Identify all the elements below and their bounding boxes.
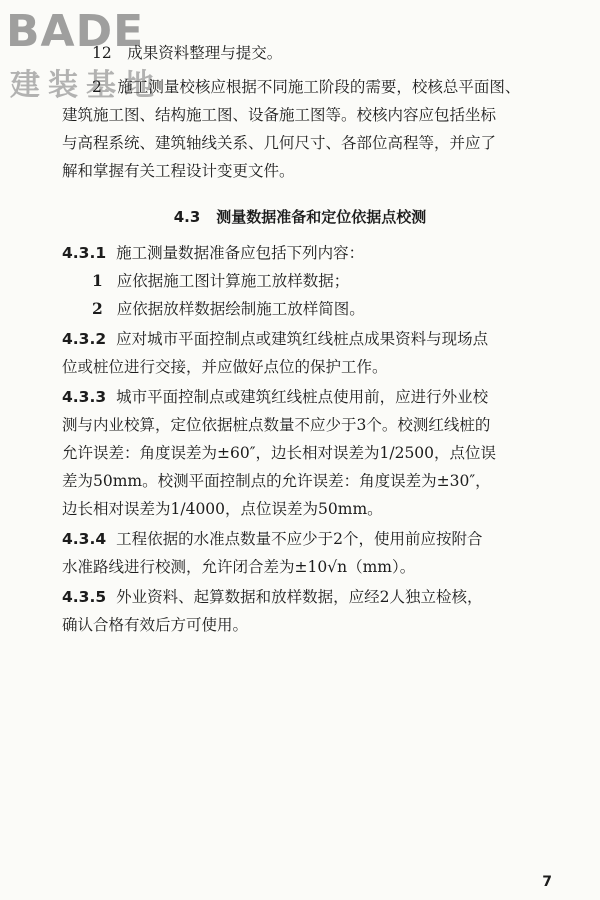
item-2-line-2: 建筑施工图、结构施工图、设备施工图等。校核内容应包括坐标 — [62, 106, 497, 124]
watermark-subtitle: 建装基地 — [10, 68, 162, 103]
item-2-line-1: 2 施工测量校核应根据不同施工阶段的需要，校核总平面图、 — [92, 78, 521, 96]
clause-4-3-3-line-1 — [62, 384, 562, 410]
clause-text: 施工测量数据准备应包括下列内容： — [116, 244, 365, 262]
clause-4-3-5-line-1 — [62, 584, 562, 610]
clause-4-3-1-item-2 — [92, 296, 592, 322]
clause-4-3-3-line-5: 边长相对误差为1/4000，点位误差为50mm。 — [62, 500, 383, 518]
clause-text: 应对城市平面控制点或建筑红线桩点成果资料与现场点 — [116, 330, 489, 348]
item-12: 12 成果资料整理与提交。 — [92, 44, 283, 62]
clause-text: 城市平面控制点或建筑红线桩点使用前，应进行外业校 — [116, 388, 489, 406]
clause-4-3-3-line-3: 允许误差：角度误差为±60″，边长相对误差为1/2500，点位误 — [62, 444, 497, 462]
clause-number: 4.3.3 — [62, 388, 107, 406]
watermark-brand: BADE — [6, 6, 145, 57]
clause-number: 4.3.2 — [62, 330, 107, 348]
clause-number: 4.3.4 — [62, 530, 107, 548]
section-heading — [0, 206, 600, 227]
clause-4-3-1 — [62, 240, 562, 266]
section-title: 测量数据准备和定位依据点校测 — [216, 208, 427, 226]
item-2-line-4: 解和掌握有关工程设计变更文件。 — [62, 162, 295, 180]
clause-4-3-2-line-2: 位或桩位进行交接，并应做好点位的保护工作。 — [62, 358, 388, 376]
page-number: 7 — [542, 874, 552, 890]
clause-text: 工程依据的水准点数量不应少于2个，使用前应按附合 — [116, 530, 483, 548]
clause-4-3-4-line-1 — [62, 526, 562, 552]
clause-number: 4.3.1 — [62, 244, 107, 262]
item-2-line-3: 与高程系统、建筑轴线关系、几何尺寸、各部位高程等，并应了 — [62, 134, 497, 152]
clause-4-3-4-line-2: 水准路线进行校测，允许闭合差为±10√n（mm）。 — [62, 558, 416, 576]
item-text: 应依据放样数据绘制施工放样简图。 — [116, 300, 365, 318]
item-number: 2 — [92, 299, 103, 318]
clause-number: 4.3.5 — [62, 588, 107, 606]
clause-4-3-1-item-1 — [92, 268, 592, 294]
clause-text: 外业资料、起算数据和放样数据，应经2人独立检核， — [116, 588, 483, 606]
clause-4-3-3-line-4: 差为50mm。校测平面控制点的允许误差：角度误差为±30″， — [62, 472, 491, 490]
clause-4-3-2-line-1 — [62, 326, 562, 352]
item-number: 1 — [92, 271, 103, 290]
item-text: 应依据施工图计算施工放样数据； — [116, 272, 350, 290]
clause-4-3-5-line-2: 确认合格有效后方可使用。 — [62, 616, 249, 634]
section-number: 4.3 — [173, 208, 201, 226]
clause-4-3-3-line-2: 测与内业校算，定位依据桩点数量不应少于3个。校测红线桩的 — [62, 416, 491, 434]
